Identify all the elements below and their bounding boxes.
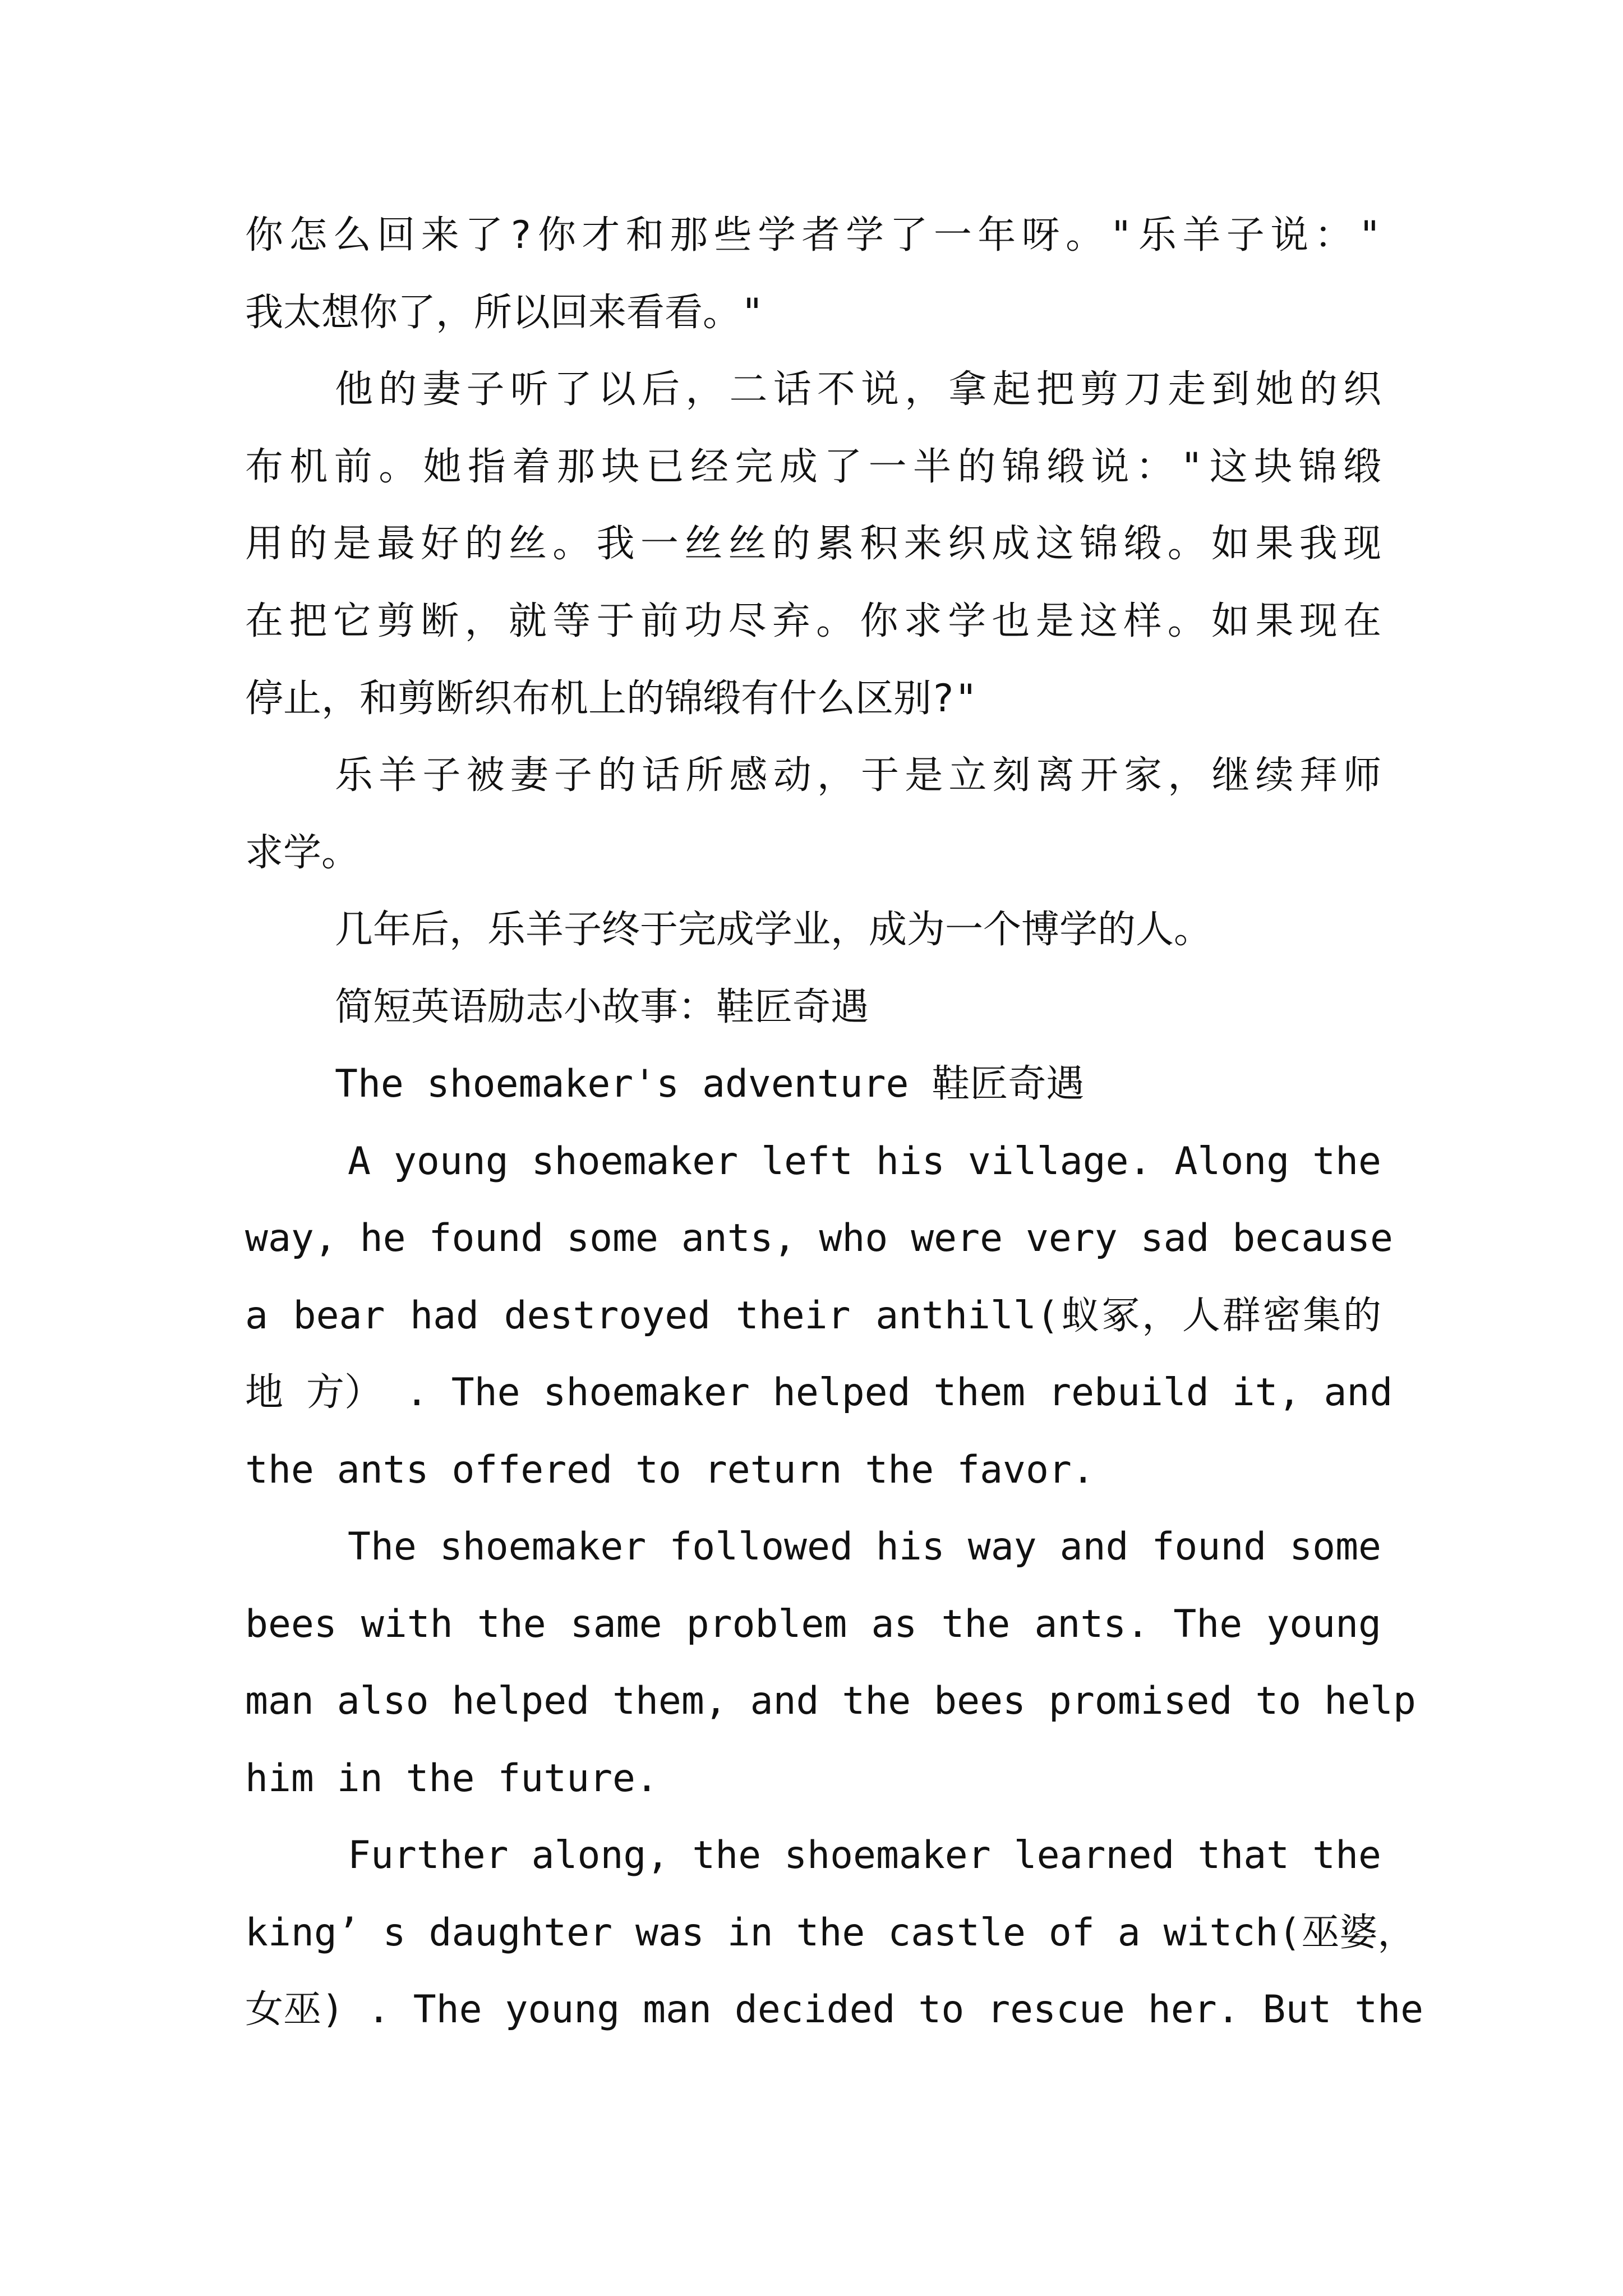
- text-line: king’ s daughter was in the castle of a witch(巫婆，: [245, 1911, 1416, 1955]
- section-heading: 简短英语励志小故事：鞋匠奇遇: [335, 985, 869, 1029]
- text-line: 你怎么回来了?你才和那些学者学了一年呀。"乐羊子说：": [245, 213, 1381, 257]
- text-line: 在把它剪断，就等于前功尽弃。你求学也是这样。如果现在: [245, 599, 1381, 643]
- text-line: 停止，和剪断织布机上的锦缎有什么区别?": [245, 677, 978, 721]
- text-line: 他的妻子听了以后，二话不说，拿起把剪刀走到她的织: [335, 367, 1381, 412]
- text-line: 女巫) . The young man decided to rescue her. But the: [245, 1987, 1424, 2032]
- text-line: A young shoemaker left his village. Along the: [348, 1139, 1381, 1184]
- text-line: 乐羊子被妻子的话所感动，于是立刻离开家，继续拜师: [335, 753, 1381, 798]
- text-line: him in the future.: [245, 1756, 658, 1801]
- text-line: the ants offered to return the favor.: [245, 1448, 1095, 1492]
- text-line: bees with the same problem as the ants. The young: [245, 1602, 1381, 1646]
- text-line: The shoemaker followed his way and found some: [348, 1525, 1381, 1569]
- text-line: 用的是最好的丝。我一丝丝的累积来织成这锦缎。如果我现: [245, 522, 1381, 566]
- text-line: 几年后，乐羊子终于完成学业，成为一个博学的人。: [335, 908, 1212, 952]
- text-line: 求学。: [245, 831, 360, 875]
- text-line: Further along, the shoemaker learned that the: [348, 1833, 1381, 1878]
- text-line: 布机前。她指着那块已经完成了一半的锦缎说："这块锦缎: [245, 445, 1381, 489]
- story-title: The shoemaker's adventure 鞋匠奇遇: [335, 1062, 1085, 1106]
- text-line: 地 方） . The shoemaker helped them rebuild it, and: [245, 1370, 1393, 1415]
- text-line: man also helped them, and the bees promised to help: [245, 1679, 1416, 1723]
- text-line: a bear had destroyed their anthill(蚁冢，人群密集的: [245, 1294, 1381, 1338]
- text-line: 我太想你了，所以回来看看。": [245, 291, 764, 335]
- text-line: way, he found some ants, who were very sad because: [245, 1216, 1393, 1260]
